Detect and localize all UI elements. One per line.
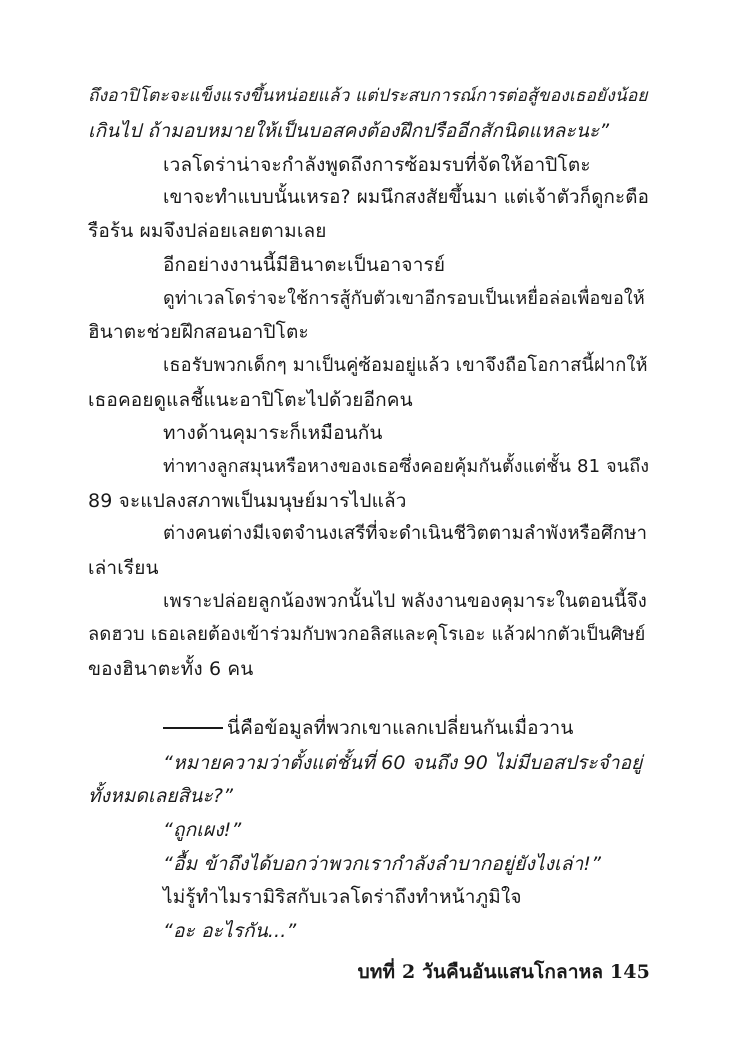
text-line: เกินไป ถ้ามอบหมายให้เป็นบอสคงต้องฝึกปรืออีกสักนิดแหละนะ” bbox=[88, 120, 610, 142]
text-line: เพราะปล่อยลูกน้องพวกนั้นไป พลังงานของคุมาระในตอนนี้จึง bbox=[163, 591, 647, 612]
text-line: ของฮินาตะทั้ง 6 คน bbox=[88, 658, 254, 680]
text-line: ไม่รู้ทำไมรามิริสกับเวลโดร่าถึงทำหน้าภูมิใจ bbox=[163, 886, 522, 908]
text-line: 89 จะแปลงสภาพเป็นมนุษย์มารไปแล้ว bbox=[88, 490, 407, 512]
text-line: เธอรับพวกเด็กๆ มาเป็นคู่ซ้อมอยู่แล้ว เขาจึงถือโอกาสนี้ฝากให้ bbox=[163, 355, 648, 376]
text-line: เขาจะทำแบบนั้นเหรอ? ผมนึกสงสัยขึ้นมา แต่เจ้าตัวก็ดูกะตือ bbox=[163, 187, 649, 208]
text-line: ทางด้านคุมาระก็เหมือนกัน bbox=[163, 422, 383, 444]
page-footer: บทที่ 2 วันคืนอันแสนโกลาหล 145 bbox=[357, 961, 650, 983]
dialogue-line: ทั้งหมดเลยสินะ?” bbox=[88, 785, 234, 807]
text-line: ท่าทางลูกสมุนหรือหางของเธอซึ่งคอยคุ้มกันตั้งแต่ชั้น 81 จนถึง bbox=[163, 456, 650, 477]
text-line: ถึงอาปิโตะจะแข็งแรงขึ้นหน่อยแล้ว แต่ประสบการณ์การต่อสู้ของเธอยังน้อย bbox=[88, 86, 648, 106]
text-line: ต่างคนต่างมีเจตจำนงเสรีที่จะดำเนินชีวิตตามลำพังหรือศึกษา bbox=[163, 523, 648, 544]
text-line: ดูท่าเวลโดร่าจะใช้การสู้กับตัวเขาอีกรอบเป็นเหยื่อล่อเพื่อขอให้ bbox=[163, 288, 645, 309]
scene-break-line bbox=[163, 711, 574, 745]
em-dash-rule bbox=[163, 727, 223, 729]
text-line: เธอคอยดูแลชี้แนะอาปิโตะไปด้วยอีกคน bbox=[88, 389, 413, 411]
text-line: ลดฮวบ เธอเลยต้องเข้าร่วมกับพวกอลิสและคุโรเอะ แล้วฝากตัวเป็นศิษย์ bbox=[88, 624, 646, 645]
text-line: ฮินาตะช่วยฝึกสอนอาปิโตะ bbox=[88, 321, 309, 343]
dialogue-line: “อื้ม ข้าถึงได้บอกว่าพวกเรากำลังลำบากอยู่ยังไงเล่า!” bbox=[163, 853, 602, 875]
text-line: อีกอย่างงานนี้มีฮินาตะเป็นอาจารย์ bbox=[163, 254, 446, 276]
text-line: เวลโดร่าน่าจะกำลังพูดถึงการซ้อมรบที่จัดให้อาปิโตะ bbox=[163, 154, 591, 176]
dialogue-line: “อะ อะไรกัน...” bbox=[163, 920, 297, 942]
text-line: รือร้น ผมจึงปล่อยเลยตามเลย bbox=[88, 220, 327, 242]
text-line: เล่าเรียน bbox=[88, 557, 159, 579]
dialogue-line: “หมายความว่าตั้งแต่ชั้นที่ 60 จนถึง 90 ไม่มีบอสประจำอยู่ bbox=[163, 752, 643, 774]
dialogue-line: “ถูกเผง!” bbox=[163, 819, 242, 841]
text-line: นี่คือข้อมูลที่พวกเขาแลกเปลี่ยนกันเมื่อวาน bbox=[227, 717, 574, 739]
